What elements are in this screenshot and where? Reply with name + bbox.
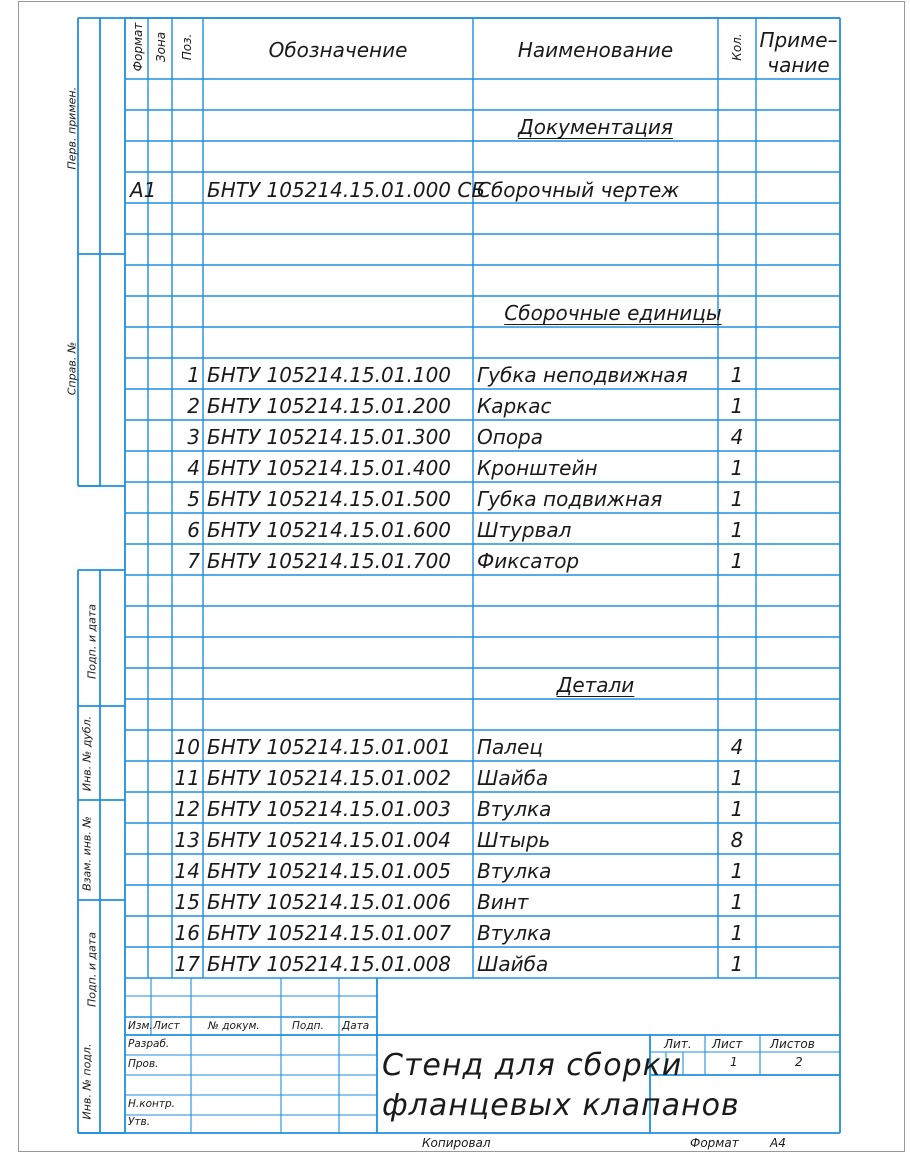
- tb-title-line2: фланцевых клапанов: [382, 1088, 740, 1123]
- tb-date: Дата: [342, 1020, 370, 1032]
- part-row-qty: 1: [730, 859, 744, 883]
- part-row-name: Шайба: [477, 766, 549, 790]
- tb-sign: Подп.: [292, 1020, 324, 1032]
- part-row-designation: БНТУ 105214.15.01.004: [207, 828, 452, 852]
- tb-norm-control: Н.контр.: [128, 1098, 175, 1110]
- part-row-qty: 1: [730, 797, 744, 821]
- assembly-row-qty: 1: [730, 363, 744, 387]
- part-row-name: Втулка: [477, 921, 552, 945]
- footer-format-value: А4: [770, 1136, 786, 1150]
- assembly-row-name: Кронштейн: [477, 456, 598, 480]
- part-row-designation: БНТУ 105214.15.01.002: [207, 766, 452, 790]
- header-format: Формат: [131, 22, 145, 72]
- part-row-designation: БНТУ 105214.15.01.005: [207, 859, 452, 883]
- part-row-designation: БНТУ 105214.15.01.008: [207, 952, 452, 976]
- assembly-row-designation: БНТУ 105214.15.01.100: [207, 363, 452, 387]
- assembly-row-pos: 2: [187, 394, 200, 418]
- sidebar-label-sign-date-1: Подп. и дата: [85, 604, 99, 679]
- part-row-qty: 1: [730, 921, 744, 945]
- part-row-designation: БНТУ 105214.15.01.006: [207, 890, 452, 914]
- doc-row-name: Сборочный чертеж: [477, 178, 680, 202]
- part-row-designation: БНТУ 105214.15.01.001: [207, 735, 452, 759]
- assembly-row-name: Губка подвижная: [477, 487, 663, 511]
- header-name: Наименование: [517, 38, 674, 62]
- doc-row-designation: БНТУ 105214.15.01.000 СБ: [207, 178, 486, 202]
- assembly-row-pos: 3: [187, 425, 200, 449]
- assembly-row-designation: БНТУ 105214.15.01.700: [207, 549, 452, 573]
- part-row-qty: 4: [730, 735, 744, 759]
- assembly-row-qty: 1: [730, 456, 744, 480]
- section-documentation: Документация: [518, 115, 673, 139]
- section-assembly-units: Сборочные единицы: [504, 301, 722, 325]
- assembly-row-name: Штурвал: [477, 518, 572, 542]
- sidebar-label-sign-date-2: Подп. и дата: [85, 932, 99, 1007]
- footer-copied: Копировал: [422, 1136, 491, 1150]
- sidebar-label-replace-inv-no: Взам. инв. №: [80, 816, 94, 891]
- tb-approved: Утв.: [128, 1116, 151, 1128]
- part-row-name: Шайба: [477, 952, 549, 976]
- section-parts: Детали: [556, 673, 635, 697]
- tb-sheets-value: 2: [795, 1055, 803, 1069]
- header-zone: Зона: [154, 31, 168, 63]
- assembly-row-qty: 4: [730, 425, 744, 449]
- assembly-row-designation: БНТУ 105214.15.01.200: [207, 394, 452, 418]
- part-row-pos: 16: [174, 921, 200, 945]
- tb-sheets-label: Листов: [770, 1037, 815, 1051]
- tb-checked: Пров.: [128, 1058, 159, 1070]
- header-note-line2: чание: [767, 53, 830, 77]
- assembly-row-name: Опора: [477, 425, 544, 449]
- assembly-row-pos: 6: [187, 518, 200, 542]
- part-row-name: Винт: [477, 890, 529, 914]
- part-row-name: Палец: [477, 735, 543, 759]
- part-row-pos: 14: [174, 859, 200, 883]
- part-row-name: Штырь: [477, 828, 551, 852]
- part-row-pos: 17: [174, 952, 200, 976]
- part-row-pos: 11: [174, 766, 200, 790]
- assembly-row-pos: 4: [187, 456, 200, 480]
- sidebar-label-orig-inv-no: Инв. № подл.: [80, 1043, 94, 1120]
- doc-row-format: А1: [130, 178, 157, 202]
- tb-sheet-value: 1: [730, 1055, 738, 1069]
- part-row-designation: БНТУ 105214.15.01.007: [207, 921, 452, 945]
- assembly-row-pos: 5: [187, 487, 200, 511]
- tb-title-line1: Стенд для сборки: [382, 1048, 683, 1083]
- header-note-line1: Приме–: [759, 28, 838, 52]
- tb-sheet-label: Лист: [712, 1037, 743, 1051]
- assembly-row-name: Каркас: [477, 394, 552, 418]
- assembly-row-designation: БНТУ 105214.15.01.300: [207, 425, 452, 449]
- sidebar-label-first-use: Перв. примен.: [65, 86, 79, 170]
- part-row-qty: 1: [730, 952, 744, 976]
- assembly-row-designation: БНТУ 105214.15.01.400: [207, 456, 452, 480]
- part-row-designation: БНТУ 105214.15.01.003: [207, 797, 452, 821]
- assembly-row-name: Фиксатор: [477, 549, 580, 573]
- assembly-row-pos: 1: [187, 363, 200, 387]
- header-qty: Кол.: [730, 33, 744, 61]
- part-row-qty: 1: [730, 766, 744, 790]
- header-designation: Обозначение: [268, 38, 408, 62]
- part-row-name: Втулка: [477, 859, 552, 883]
- assembly-row-name: Губка неподвижная: [477, 363, 688, 387]
- assembly-row-designation: БНТУ 105214.15.01.600: [207, 518, 452, 542]
- assembly-row-designation: БНТУ 105214.15.01.500: [207, 487, 452, 511]
- assembly-row-qty: 1: [730, 549, 744, 573]
- tb-list: Лист: [153, 1020, 180, 1032]
- assembly-row-qty: 1: [730, 518, 744, 542]
- assembly-row-pos: 7: [187, 549, 200, 573]
- assembly-row-qty: 1: [730, 394, 744, 418]
- footer-format-label: Формат: [690, 1136, 739, 1150]
- sidebar-label-reference-no: Справ. №: [65, 341, 79, 396]
- part-row-pos: 10: [174, 735, 200, 759]
- part-row-name: Втулка: [477, 797, 552, 821]
- part-row-pos: 15: [174, 890, 200, 914]
- tb-izm: Изм.: [128, 1020, 153, 1032]
- sidebar-label-dup-inv-no: Инв. № дубл.: [80, 715, 94, 792]
- part-row-qty: 1: [730, 890, 744, 914]
- part-row-pos: 12: [174, 797, 200, 821]
- tb-doc-no: № докум.: [208, 1020, 260, 1032]
- part-row-pos: 13: [174, 828, 200, 852]
- header-pos: Поз.: [180, 33, 194, 61]
- tb-lit-label: Лит.: [664, 1037, 692, 1051]
- part-row-qty: 8: [730, 828, 744, 852]
- tb-developed: Разраб.: [128, 1038, 170, 1050]
- assembly-row-qty: 1: [730, 487, 744, 511]
